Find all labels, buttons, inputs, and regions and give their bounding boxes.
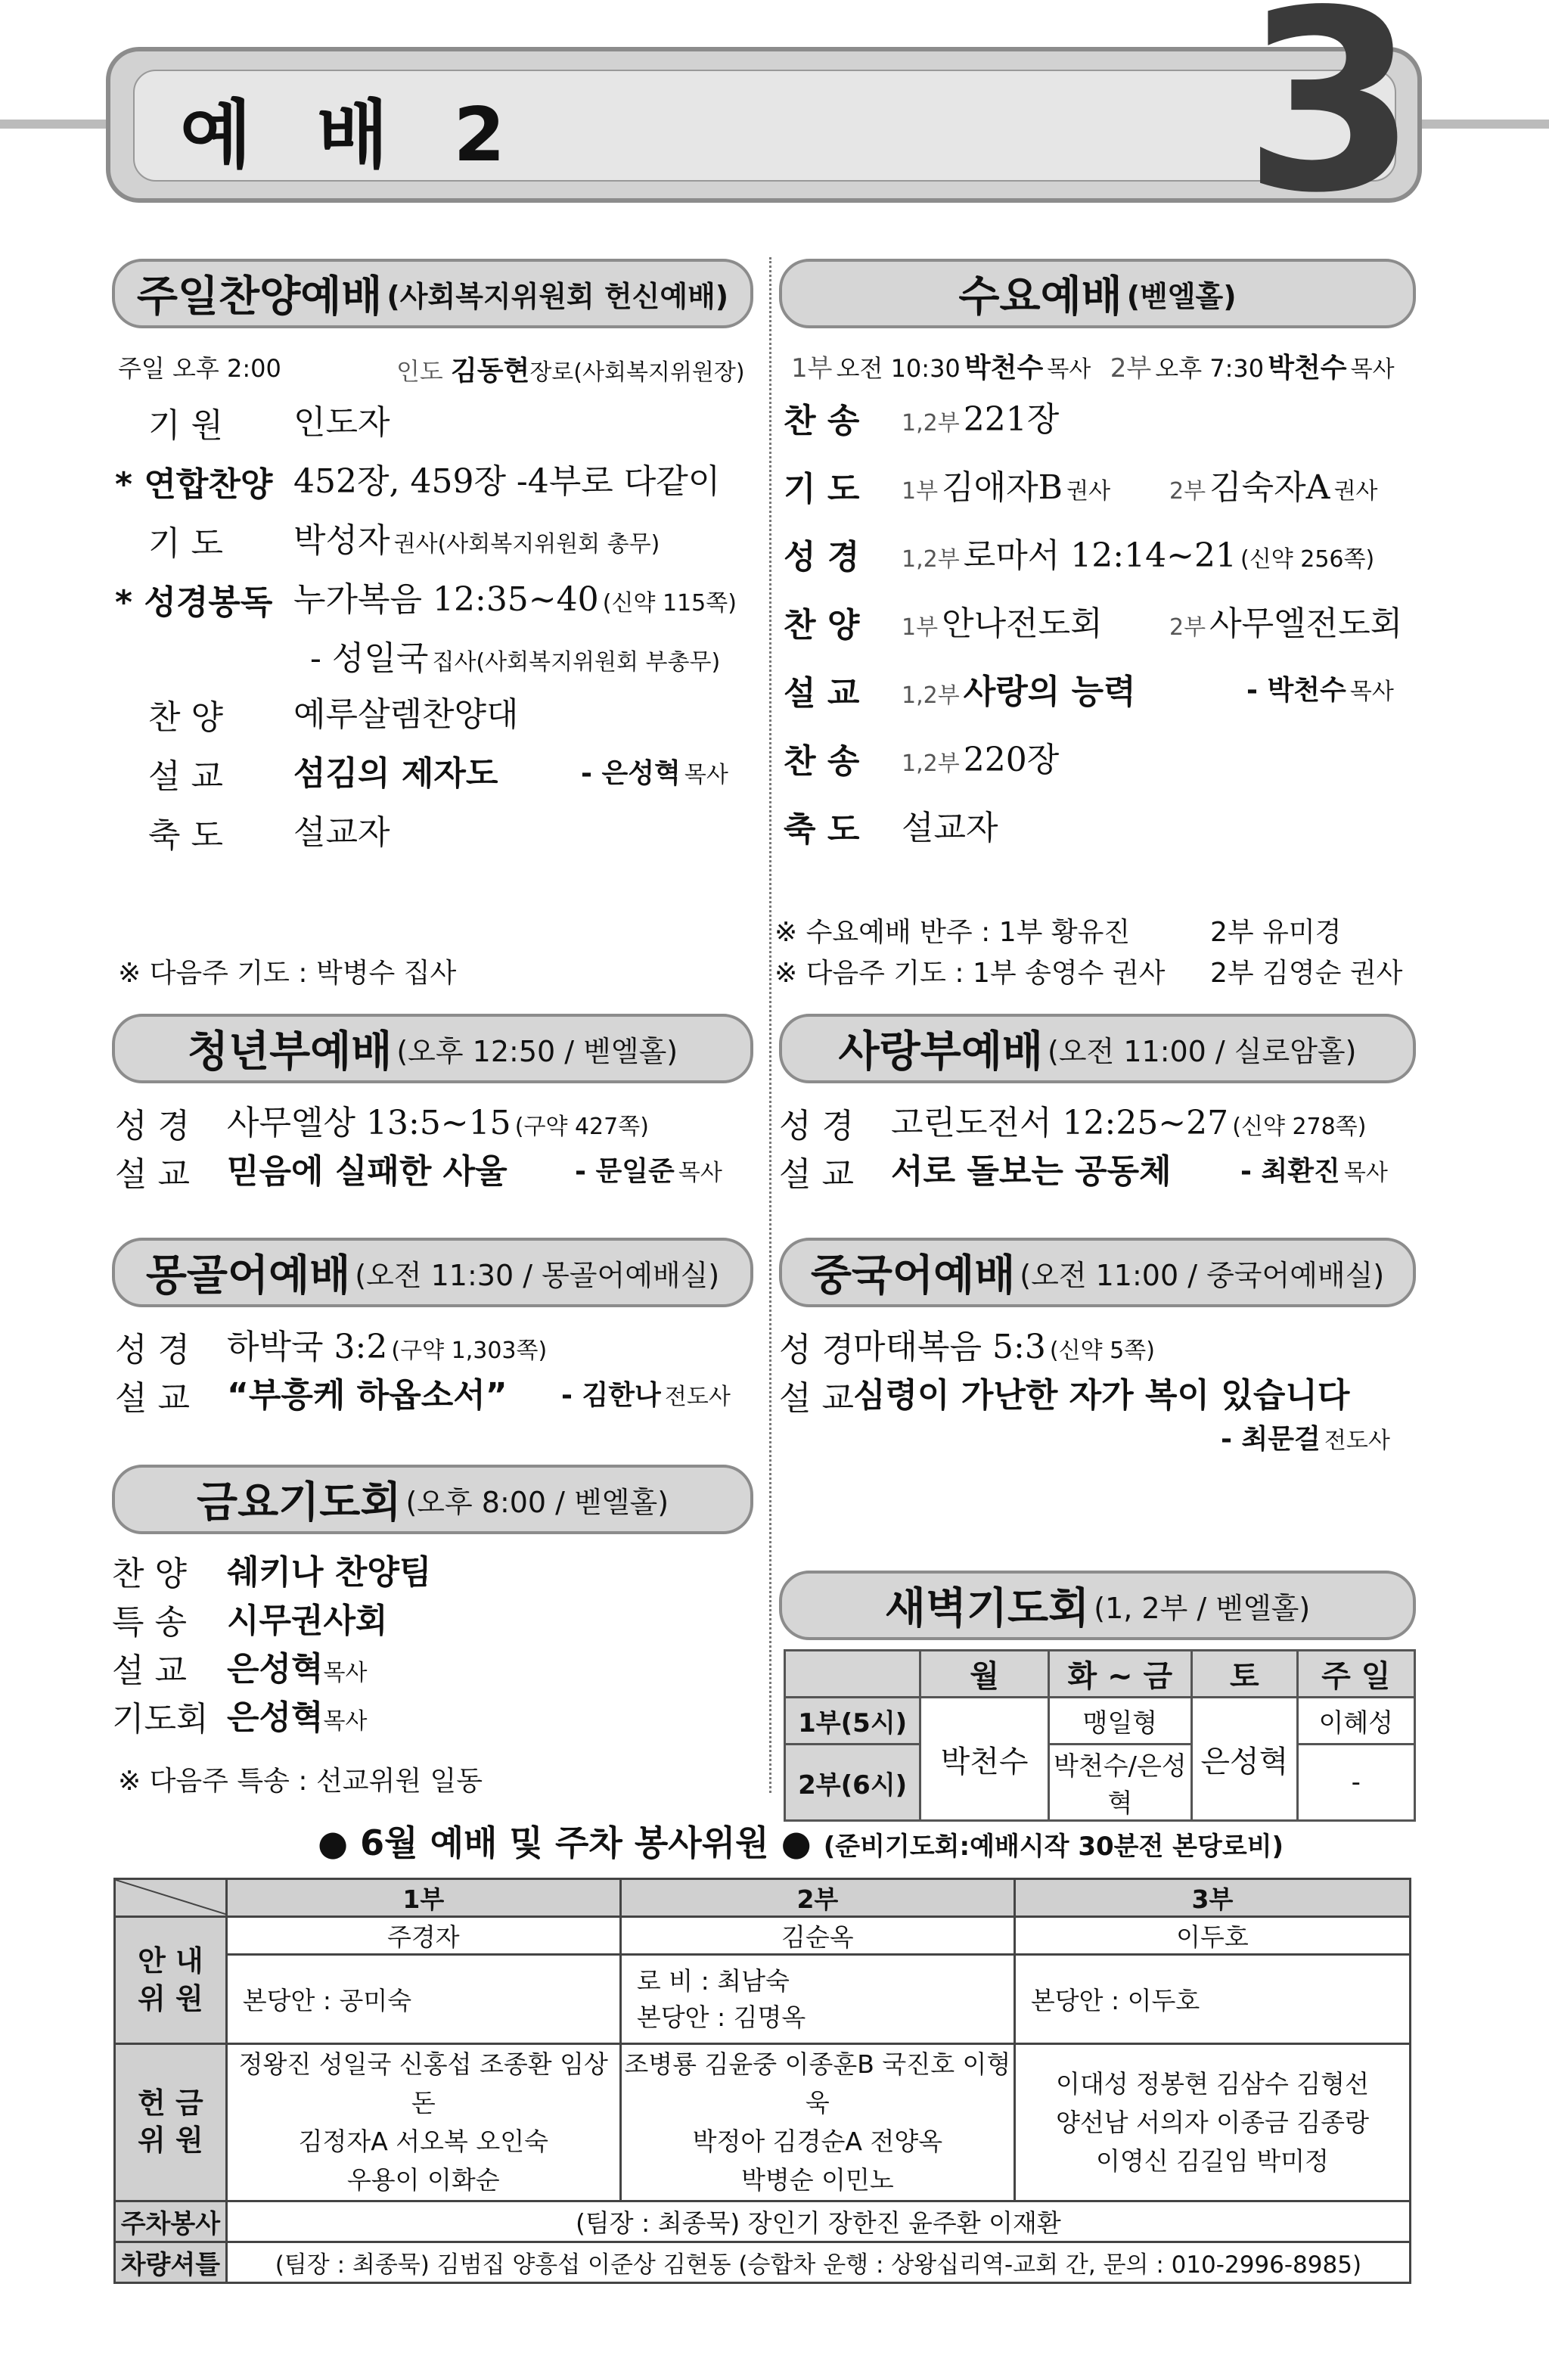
row-label: 기 원	[148, 406, 223, 445]
cell-line: 조병룡 김윤중 이종훈B 국진호 이형욱	[624, 2049, 1011, 2118]
row-label: 찬 송	[784, 742, 860, 781]
table-header: 주 일	[1297, 1651, 1414, 1698]
mongol-scripture: 하박국 3:2 (구약 1,303쪽)	[227, 1328, 548, 1366]
row-value: 예루살렘찬양대	[293, 695, 519, 734]
table-row	[115, 2201, 1411, 2242]
sunday-time: 주일 오후 2:00	[118, 354, 281, 383]
chinese-header: 중국어예배 (오전 11:00 / 중국어예배실)	[779, 1238, 1416, 1307]
cell-line: 우용이 이화순	[346, 2165, 500, 2195]
dawn-table	[784, 1649, 1416, 1822]
table-cell: 주경자	[226, 1917, 620, 1955]
row-value: 452장, 459장 -4부로 다같이	[293, 462, 721, 501]
row-label: 특 송	[112, 1603, 187, 1642]
cell-line: 양선남 서의자 이종금 김종랑	[1055, 2107, 1369, 2137]
wednesday-accompanist-2: 2부 유미경	[1210, 917, 1342, 948]
cell-line: 김정자A 서오복 오인숙	[298, 2127, 549, 2157]
sunday-header: 주일찬양예배 (사회복지위원회 헌신예배)	[112, 259, 753, 328]
sermon-speaker: - 은성혁 목사	[581, 758, 728, 789]
table-cell: 본당안 : 이두호	[1014, 1955, 1410, 2044]
chinese-sermon: 심령이 가난한 자가 복이 있습니다	[853, 1376, 1350, 1415]
column-divider	[769, 257, 771, 1793]
table-cell: 은성혁	[1192, 1698, 1298, 1821]
row-label: 기도회	[112, 1700, 209, 1738]
cell-line: 박병순 이민노	[740, 2165, 894, 2195]
table-cell: (팀장 : 최종묵) 장인기 장한진 윤주환 이재환	[226, 2201, 1410, 2242]
wednesday-header: 수요예배 (벧엘홀)	[779, 259, 1416, 328]
row-label: * 연합찬양	[115, 465, 273, 504]
row-label: 설 교	[112, 1651, 187, 1690]
row-label: 안 내 위 원	[115, 1917, 227, 2044]
table-header: 월	[920, 1651, 1048, 1698]
cell-line: 본당안 : 김명옥	[636, 2002, 806, 2032]
row-value: 은성혁목사	[227, 1698, 368, 1737]
cell-line: 정왕진 성일국 신홍섭 조종환 임상돈	[238, 2049, 608, 2118]
row-label: 헌 금 위 원	[115, 2044, 227, 2201]
row-label: 기 도	[784, 470, 860, 508]
table-cell	[1014, 2044, 1410, 2201]
row-value-2: 2부 사무엘전도회	[1169, 604, 1403, 643]
row-label: 설 교	[779, 1155, 854, 1194]
wednesday-next-prayer-2: 2부 김영순 권사	[1210, 958, 1403, 989]
table-cell: 김순옥	[620, 1917, 1014, 1955]
friday-header: 금요기도회 (오후 8:00 / 벧엘홀)	[112, 1465, 753, 1534]
table-row	[785, 1651, 1415, 1698]
table-row	[115, 1917, 1411, 1955]
volunteer-title: ● 6월 예배 및 주차 봉사위원 ● (준비기도회:예배시작 30분전 본당로비)	[318, 1822, 1284, 1863]
table-header: 토	[1192, 1651, 1298, 1698]
dawn-header: 새벽기도회 (1, 2부 / 벧엘홀)	[779, 1571, 1416, 1640]
sunday-leader: 인도 김동현장로(사회복지위원장)	[396, 356, 745, 387]
table-header: 1부	[226, 1879, 620, 1917]
table-cell: 이혜성	[1297, 1698, 1414, 1745]
row-value: 누가복음 12:35~40 (신약 115쪽)	[293, 580, 737, 619]
table-cell	[620, 1955, 1014, 2044]
row-label: 성 경	[115, 1107, 190, 1145]
row-label: 2부(6시)	[785, 1745, 920, 1821]
row-label: 찬 양	[784, 606, 860, 645]
cell-line: 로 비 : 최남숙	[636, 1965, 790, 1996]
love-scripture: 고린도전서 12:25~27 (신약 278쪽)	[891, 1104, 1367, 1142]
row-value: 1,2부 사랑의 능력	[902, 673, 1136, 711]
table-cell: 이두호	[1014, 1917, 1410, 1955]
chinese-speaker: - 최문걸 전도사	[1221, 1424, 1390, 1455]
love-speaker: - 최환진 목사	[1240, 1156, 1388, 1187]
row-label: 찬 양	[148, 698, 223, 737]
row-value: 박성자 권사(사회복지위원회 총무)	[293, 521, 660, 560]
table-header: 3부	[1014, 1879, 1410, 1917]
table-row	[115, 2044, 1411, 2201]
volunteer-table	[113, 1878, 1411, 2284]
youth-speaker: - 문일준 목사	[575, 1156, 722, 1187]
table-row	[115, 1955, 1411, 2044]
corner-cell	[115, 1879, 227, 1917]
row-label: 성 경	[779, 1107, 854, 1145]
wednesday-accompanist: ※ 수요예배 반주 : 1부 황유진	[774, 917, 1131, 948]
table-header: 2부	[620, 1879, 1014, 1917]
mongol-speaker: - 김한나 전도사	[561, 1380, 731, 1411]
table-header	[785, 1651, 920, 1698]
sermon-speaker: - 박천수 목사	[1246, 675, 1394, 706]
row-label: 설 교	[779, 1379, 854, 1418]
wednesday-next-prayer: ※ 다음주 기도 : 1부 송영수 권사	[774, 958, 1166, 989]
table-cell: 박천수/은성혁	[1048, 1745, 1191, 1821]
chinese-scripture: 마태복음 5:3 (신약 5쪽)	[853, 1328, 1155, 1366]
table-row	[785, 1745, 1415, 1821]
table-header: 화 ~ 금	[1048, 1651, 1191, 1698]
row-value: 1,2부 220장	[902, 741, 1060, 779]
row-value: 시무권사회	[227, 1602, 388, 1640]
row-label: 찬 송	[784, 402, 860, 440]
row-value: 1부 김애자B 권사	[902, 468, 1111, 507]
diagonal-line	[116, 1880, 228, 1915]
cell-line: 박정아 김경순A 전양옥	[692, 2127, 943, 2157]
sunday-next-prayer: ※ 다음주 기도 : 박병수 집사	[118, 958, 457, 989]
row-value-2: 2부 김숙자A 권사	[1169, 468, 1378, 507]
table-row	[115, 1879, 1411, 1917]
row-value: - 성일국 집사(사회복지위원회 부총무)	[310, 639, 721, 678]
row-label: 설 교	[115, 1379, 190, 1418]
mongol-sermon: “부흥케 하옵소서”	[227, 1376, 508, 1415]
row-label: 설 교	[115, 1155, 190, 1194]
row-value: 1,2부 221장	[902, 400, 1060, 439]
row-label: 성 경	[784, 538, 860, 576]
page-number: 3	[1243, 0, 1417, 247]
love-header: 사랑부예배 (오전 11:00 / 실로암홀)	[779, 1014, 1416, 1083]
mongol-header: 몽골어예배 (오전 11:30 / 몽골어예배실)	[112, 1238, 753, 1307]
wednesday-times: 1부 오전 10:30 박천수 목사 2부 오후 7:30 박천수 목사	[791, 353, 1395, 384]
row-value: 설교자	[293, 813, 390, 852]
row-label: 축 도	[784, 810, 860, 849]
cell-line: 이대성 정봉현 김삼수 김형선	[1055, 2068, 1369, 2099]
youth-scripture: 사무엘상 13:5~15 (구약 427쪽)	[227, 1104, 649, 1142]
youth-header: 청년부예배 (오후 12:50 / 벧엘홀)	[112, 1014, 753, 1083]
row-label: 축 도	[148, 816, 223, 855]
love-sermon: 서로 돌보는 공동체	[891, 1152, 1172, 1191]
row-value: 설교자	[902, 809, 998, 847]
table-cell	[226, 2044, 620, 2201]
row-value: 1,2부 로마서 12:14~21 (신약 256쪽)	[902, 536, 1375, 575]
table-cell: (팀장 : 최종묵) 김범집 양흥섭 이준상 김현동 (승합차 운행 : 상왕십리역-교회 간, 문의 : 010-2996-8985)	[226, 2242, 1410, 2282]
row-label: 성 경	[115, 1331, 190, 1369]
friday-next-special: ※ 다음주 특송 : 선교위원 일동	[118, 1766, 483, 1797]
row-label: 기 도	[148, 524, 223, 563]
page-title: 예 배 2	[180, 92, 525, 179]
youth-sermon: 믿음에 실패한 사울	[227, 1152, 508, 1191]
row-label: 찬 양	[112, 1555, 187, 1593]
table-cell: 맹일형	[1048, 1698, 1191, 1745]
row-label: 설 교	[784, 674, 860, 713]
row-label: 주차봉사	[115, 2201, 227, 2242]
row-value: 인도자	[293, 403, 390, 442]
sermon-title: 섬김의 제자도	[293, 754, 498, 793]
cell-line: 이영신 김길임 박미정	[1096, 2145, 1329, 2176]
table-cell: 본당안 : 공미숙	[226, 1955, 620, 2044]
row-label: 설 교	[148, 757, 223, 796]
row-label: 1부(5시)	[785, 1698, 920, 1745]
row-value: 1부 안나전도회	[902, 604, 1103, 643]
table-row	[115, 2242, 1411, 2282]
table-cell: 박천수	[920, 1698, 1048, 1821]
row-label: * 성경봉독	[115, 583, 273, 622]
row-label: 성 경	[779, 1331, 854, 1369]
table-row	[785, 1698, 1415, 1745]
row-value: 쉐키나 찬양팀	[227, 1553, 432, 1592]
row-value: 은성혁목사	[227, 1650, 368, 1689]
table-cell: -	[1297, 1745, 1414, 1821]
table-cell	[620, 2044, 1014, 2201]
row-label: 차량셔틀	[115, 2242, 227, 2282]
